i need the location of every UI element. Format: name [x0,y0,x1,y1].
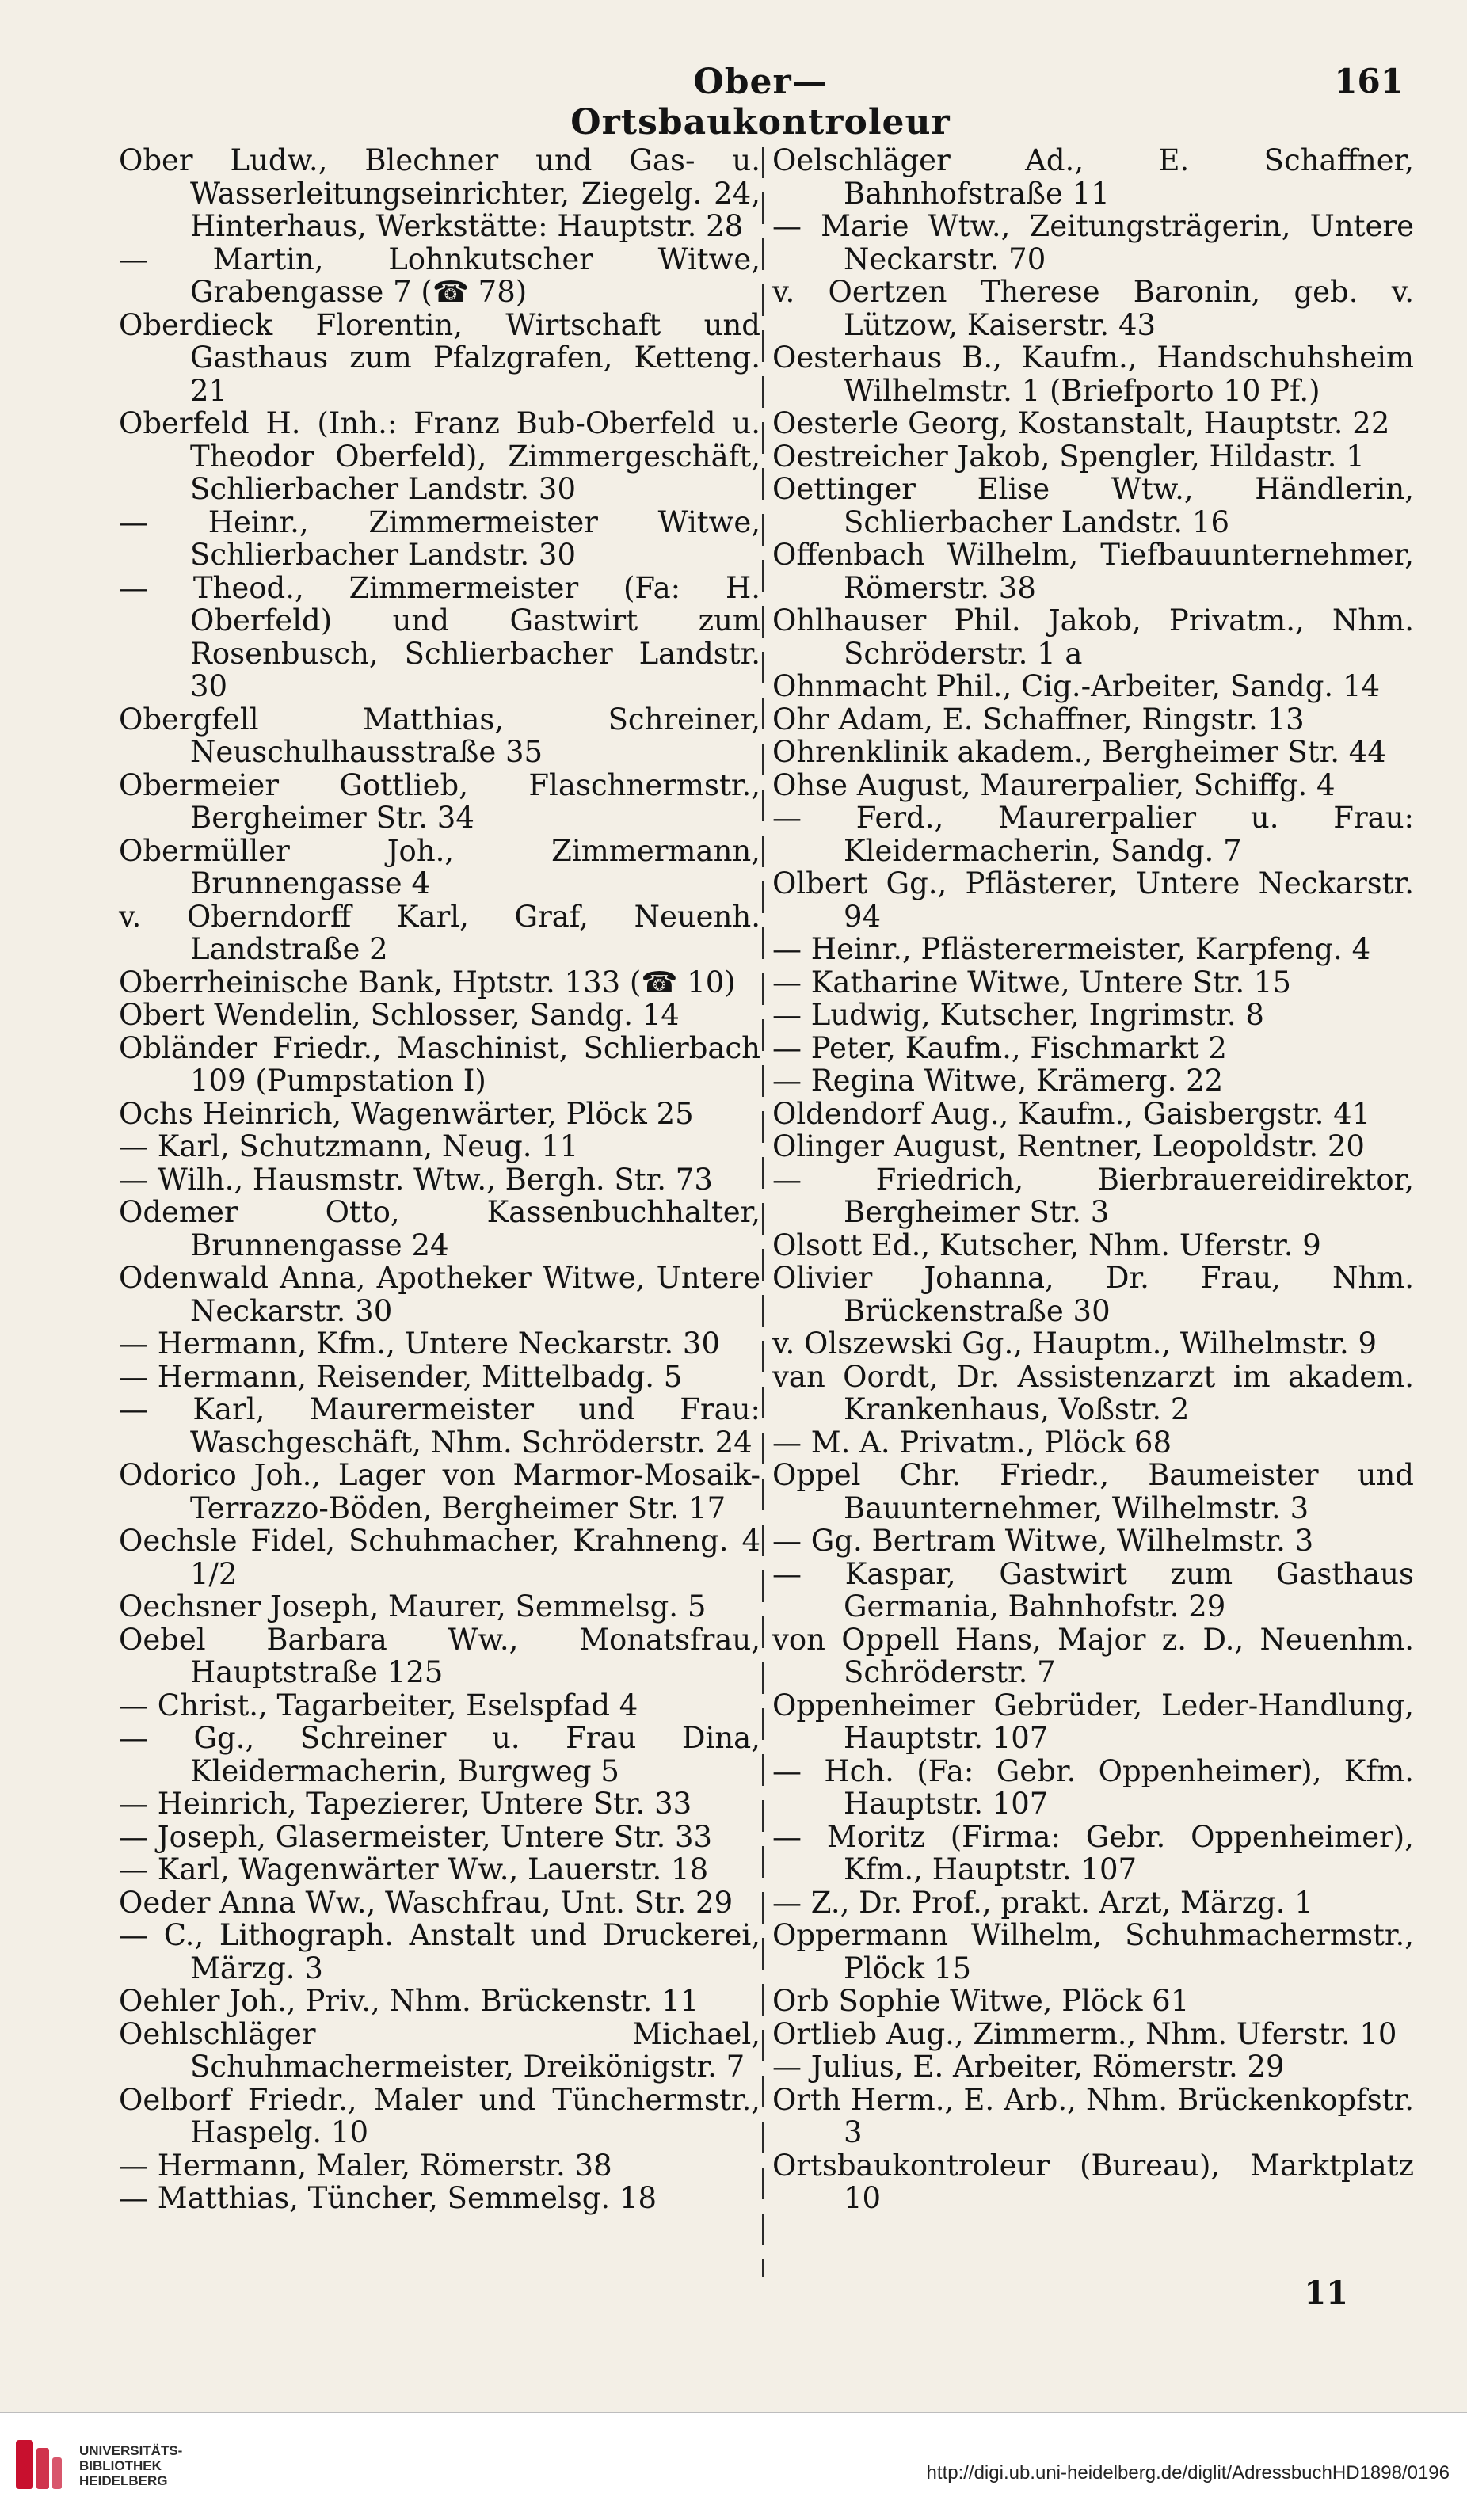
directory-entry: Oelschläger Ad., E. Schaffner, Bahnhofstraße 11 [772,143,1414,211]
right-column [772,144,1414,2215]
directory-entry: Oeder Anna Ww., Waschfrau, Unt. Str. 29 [119,1885,734,1920]
directory-entry: Ohr Adam, E. Schaffner, Ringstr. 13 [772,702,1305,737]
directory-entry: Oestreicher Jakob, Spengler, Hildastr. 1 [772,439,1365,474]
directory-entry: — Marie Wtw., Zeitungsträgerin, Untere Neckarstr. 70 [772,209,1414,276]
directory-entry: Oelborf Friedr., Maler und Tünchermstr., Haspelg. 10 [119,2082,760,2149]
directory-entry: — Theod., Zimmermeister (Fa: H. Oberfeld) und Gastwirt zum Rosenbusch, Schlierbacher Landstr. 30 [119,570,760,703]
directory-entry: Oettinger Elise Wtw., Händlerin, Schlierbacher Landstr. 16 [772,472,1414,539]
directory-entry: — Hch. (Fa: Gebr. Oppenheimer), Kfm. Hauptstr. 107 [772,1753,1414,1821]
directory-entry: — Heinr., Pflästerermeister, Karpfeng. 4 [772,932,1371,966]
directory-entry: — Julius, E. Arbeiter, Römerstr. 29 [772,2050,1285,2084]
directory-entry: — Martin, Lohnkutscher Witwe, Grabengasse 7 (☎ 78) [119,242,760,309]
directory-entry: — Peter, Kaufm., Fischmarkt 2 [772,1030,1227,1065]
directory-entry: Ohrenklinik akadem., Bergheimer Str. 44 [772,735,1386,769]
directory-entry: — Matthias, Tüncher, Semmelsg. 18 [119,2181,657,2215]
directory-entry: Ohnmacht Phil., Cig.-Arbeiter, Sandg. 14 [772,669,1381,703]
directory-entry: van Oordt, Dr. Assistenzarzt im akadem. Krankenhaus, Voßstr. 2 [772,1359,1414,1426]
directory-entry: Odorico Joh., Lager von Marmor-Mosaik-Terrazzo-Böden, Bergheimer Str. 17 [119,1458,760,1525]
directory-entry: Oesterle Georg, Kostanstalt, Hauptstr. 22 [772,406,1390,440]
directory-entry: Olivier Johanna, Dr. Frau, Nhm. Brückenstraße 30 [772,1261,1414,1328]
directory-entry: — Karl, Schutzmann, Neug. 11 [119,1129,579,1163]
directory-entry: Oehlschläger Michael, Schuhmachermeister, Dreikönigstr. 7 [119,2016,760,2084]
directory-entry: Orth Herm., E. Arb., Nhm. Brückenkopfstr. 3 [772,2082,1414,2149]
directory-entry: Oberdieck Florentin, Wirtschaft und Gasthaus zum Pfalzgrafen, Ketteng. 21 [119,307,760,408]
directory-entry: Oldendorf Aug., Kaufm., Gaisbergstr. 41 [772,1096,1371,1131]
directory-entry: Ortsbaukontroleur (Bureau), Marktplatz 10 [772,2148,1414,2215]
directory-entry: — Heinrich, Tapezierer, Untere Str. 33 [119,1787,692,1821]
directory-entry: Oebel Barbara Ww., Monatsfrau, Hauptstraße 125 [119,1622,760,1689]
directory-entry: Ortlieb Aug., Zimmerm., Nhm. Uferstr. 10 [772,2016,1397,2051]
signature-mark: 11 [1304,2274,1348,2312]
directory-entry: — Gg., Schreiner u. Frau Dina, Kleidermacherin, Burgweg 5 [119,1721,760,1788]
directory-entry: Obert Wendelin, Schlosser, Sandg. 14 [119,998,680,1032]
directory-entry: Obergfell Matthias, Schreiner, Neuschulhausstraße 35 [119,702,760,769]
directory-entry: v. Oberndorff Karl, Graf, Neuenh. Landstraße 2 [119,899,760,966]
directory-entry: Obermeier Gottlieb, Flaschnermstr., Bergheimer Str. 34 [119,767,760,835]
directory-entry: — Gg. Bertram Witwe, Wilhelmstr. 3 [772,1524,1314,1558]
directory-entry: — Karl, Maurermeister und Frau: Waschgeschäft, Nhm. Schröderstr. 24 [119,1392,760,1460]
page-number: 161 [1334,62,1404,101]
directory-entry: Offenbach Wilhelm, Tiefbauunternehmer, Römerstr. 38 [772,538,1414,605]
directory-entry: — Heinr., Zimmermeister Witwe, Schlierbacher Landstr. 30 [119,504,760,572]
directory-entry: Oberfeld H. (Inh.: Franz Bub-Oberfeld u. Theodor Oberfeld), Zimmergeschäft, Schlierbacher Landstr. 30 [119,406,760,506]
directory-entry: Oppel Chr. Friedr., Baumeister und Bauunternehmer, Wilhelmstr. 3 [772,1458,1414,1525]
directory-entry: — Z., Dr. Prof., prakt. Arzt, Märzg. 1 [772,1885,1313,1920]
directory-entry: — Ludwig, Kutscher, Ingrimstr. 8 [772,998,1264,1032]
directory-entry: v. Olszewski Gg., Hauptm., Wilhelmstr. 9 [772,1327,1377,1361]
directory-entry: Oechsle Fidel, Schuhmacher, Krahneng. 4 1/2 [119,1524,760,1591]
directory-entry: Oesterhaus B., Kaufm., Handschuhsheim Wilhelmstr. 1 (Briefporto 10 Pf.) [772,341,1414,408]
directory-entry: — M. A. Privatm., Plöck 68 [772,1425,1172,1460]
directory-entry: Odenwald Anna, Apotheker Witwe, Untere Neckarstr. 30 [119,1261,760,1328]
running-head [0,62,1467,143]
directory-entry: — Kaspar, Gastwirt zum Gasthaus Germania, Bahnhofstr. 29 [772,1556,1414,1624]
directory-entry: Oberrheinische Bank, Hptstr. 133 (☎ 10) [119,965,736,999]
directory-entry: Ober Ludw., Blechner und Gas- u. Wasserleitungseinrichter, Ziegelg. 24, Hinterhaus, Werkstätte: Hauptstr. 28 [119,143,760,243]
directory-entry: Ochs Heinrich, Wagenwärter, Plöck 25 [119,1096,694,1131]
directory-entry: — Hermann, Reisender, Mittelbadg. 5 [119,1359,683,1394]
directory-entry: — Ferd., Maurerpalier u. Frau: Kleidermacherin, Sandg. 7 [772,801,1414,868]
left-column [119,144,760,2215]
directory-entry: Obländer Friedr., Maschinist, Schlierbach 109 (Pumpstation I) [119,1030,760,1098]
directory-entry: — Moritz (Firma: Gebr. Oppenheimer), Kfm., Hauptstr. 107 [772,1819,1414,1886]
column-divider [762,147,764,2277]
directory-entry: — Katharine Witwe, Untere Str. 15 [772,965,1291,999]
directory-entry: Oppenheimer Gebrüder, Leder-Handlung, Hauptstr. 107 [772,1688,1414,1755]
directory-entry: Oechsner Joseph, Maurer, Semmelsg. 5 [119,1589,707,1624]
directory-entry: — Joseph, Glasermeister, Untere Str. 33 [119,1819,713,1854]
directory-entry: Obermüller Joh., Zimmermann, Brunnengasse 4 [119,833,760,900]
directory-entry: Ohlhauser Phil. Jakob, Privatm., Nhm. Schröderstr. 1 a [772,603,1414,671]
directory-entry: — Hermann, Kfm., Untere Neckarstr. 30 [119,1327,721,1361]
directory-entry: — Karl, Wagenwärter Ww., Lauerstr. 18 [119,1852,709,1886]
institution-line: BIBLIOTHEK [79,2458,162,2473]
directory-entry: Orb Sophie Witwe, Plöck 61 [772,1984,1190,2018]
source-url[interactable]: http://digi.ub.uni-heidelberg.de/diglit/AdressbuchHD1898/0196 [926,2462,1450,2484]
institution-name [79,2443,182,2488]
directory-entry: — Wilh., Hausmstr. Wtw., Bergh. Str. 73 [119,1162,713,1197]
directory-entry: — Regina Witwe, Krämerg. 22 [772,1064,1224,1098]
institution-line: HEIDELBERG [79,2473,168,2488]
directory-entry: Olbert Gg., Pflästerer, Untere Neckarstr. 94 [772,866,1414,934]
directory-entry: — C., Lithograph. Anstalt und Druckerei, Märzg. 3 [119,1918,760,1985]
directory-entry: Odemer Otto, Kassenbuchhalter, Brunnengasse 24 [119,1195,760,1262]
directory-entry: — Friedrich, Bierbrauereidirektor, Bergheimer Str. 3 [772,1162,1414,1229]
directory-entry: Olsott Ed., Kutscher, Nhm. Uferstr. 9 [772,1228,1321,1262]
directory-entry: Ohse August, Maurerpalier, Schiffg. 4 [772,767,1336,802]
directory-entry: von Oppell Hans, Major z. D., Neuenhm. Schröderstr. 7 [772,1622,1414,1689]
footer-bar [0,2412,1467,2520]
directory-entry: Oehler Joh., Priv., Nhm. Brückenstr. 11 [119,1984,699,2018]
directory-entry: v. Oertzen Therese Baronin, geb. v. Lützow, Kaiserstr. 43 [772,275,1414,342]
page-title: Ober—Ortsbaukontroleur [570,62,951,143]
directory-entry: — Christ., Tagarbeiter, Eselspfad 4 [119,1688,638,1723]
institution-line: UNIVERSITÄTS- [79,2443,183,2458]
directory-entry: Oppermann Wilhelm, Schuhmachermstr., Plöck 15 [772,1918,1414,1985]
directory-entry: — Hermann, Maler, Römerstr. 38 [119,2148,612,2183]
library-logo-icon [14,2437,70,2492]
directory-entry: Olinger August, Rentner, Leopoldstr. 20 [772,1129,1365,1163]
